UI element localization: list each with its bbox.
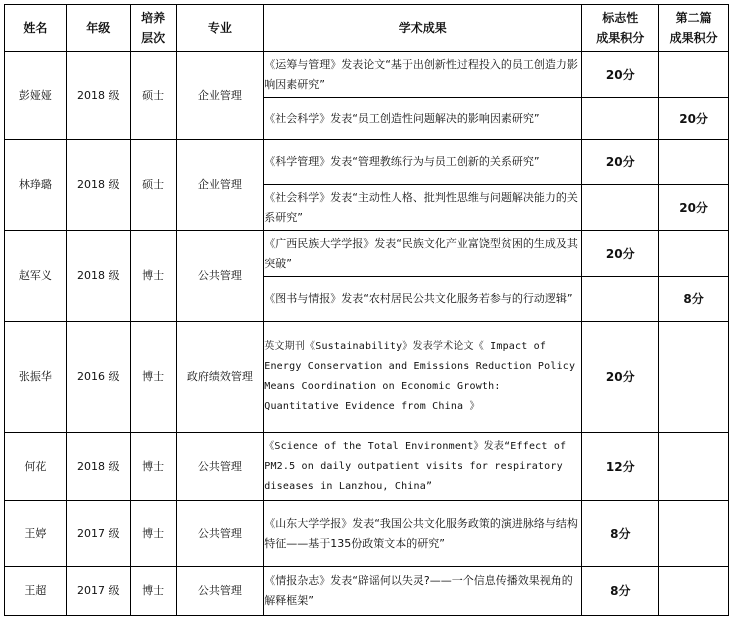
header-second-points: [659, 5, 729, 52]
student-name: 林琤璐: [5, 140, 67, 231]
student-level: 博士: [130, 433, 176, 501]
achievement-text: 《科学管理》发表“管理教练行为与员工创新的关系研究”: [264, 140, 582, 185]
signature-points: 8分: [582, 567, 659, 616]
student-name: 彭娅娅: [5, 52, 67, 140]
signature-points: [582, 185, 659, 231]
header-second-line2: 成果积分: [669, 31, 718, 45]
header-row: [5, 5, 729, 52]
student-major: 政府绩效管理: [176, 322, 264, 433]
header-signature-line1: 标志性: [602, 11, 639, 25]
second-points: 20分: [659, 98, 729, 140]
header-level-line1: 培养: [141, 11, 166, 25]
second-points: [659, 231, 729, 277]
table-row: [5, 52, 729, 98]
student-major: 公共管理: [176, 567, 264, 616]
achievement-text: 《山东大学学报》发表“我国公共文化服务政策的演进脉络与结构特征——基于135份政策文本的研究”: [264, 501, 582, 567]
achievement-text: 《广西民族大学学报》发表“民族文化产业富饶型贫困的生成及其突破”: [264, 231, 582, 277]
second-points: [659, 322, 729, 433]
header-major: 专业: [176, 5, 264, 52]
student-major: 公共管理: [176, 433, 264, 501]
student-name: 赵军义: [5, 231, 67, 322]
achievement-text: 《情报杂志》发表“辟谣何以失灵?——一个信息传播效果视角的解释框架”: [264, 567, 582, 616]
student-level: 博士: [130, 501, 176, 567]
signature-points: 20分: [582, 322, 659, 433]
student-level: 博士: [130, 567, 176, 616]
student-grade: 2018 级: [66, 231, 130, 322]
student-grade: 2017 级: [66, 501, 130, 567]
signature-points: 20分: [582, 140, 659, 185]
student-level: 硕士: [130, 140, 176, 231]
achievement-text: 《运筹与管理》发表论文“基于出创新性过程投入的员工创造力影响因素研究”: [264, 52, 582, 98]
header-second-line1: 第二篇: [675, 11, 712, 25]
student-level: 硕士: [130, 52, 176, 140]
student-grade: 2016 级: [66, 322, 130, 433]
second-points: [659, 140, 729, 185]
signature-points: 20分: [582, 231, 659, 277]
student-grade: 2017 级: [66, 567, 130, 616]
header-name: 姓名: [5, 5, 67, 52]
student-name: 王超: [5, 567, 67, 616]
student-grade: 2018 级: [66, 52, 130, 140]
achievement-text: 英文期刊《Sustainability》发表学术论文《 Impact of Energy Conservation and Emissions Reduction Policy Means Coordination on Economic Growth: Quantitative Evidence from China 》: [264, 322, 582, 433]
student-name: 何花: [5, 433, 67, 501]
header-level: [130, 5, 176, 52]
header-achievement: 学术成果: [264, 5, 582, 52]
second-points: [659, 433, 729, 501]
signature-points: [582, 98, 659, 140]
table-row: [5, 567, 729, 616]
second-points: [659, 567, 729, 616]
table-row: [5, 501, 729, 567]
student-name: 王婷: [5, 501, 67, 567]
achievement-text: 《社会科学》发表“主动性人格、批判性思维与问题解决能力的关系研究”: [264, 185, 582, 231]
header-level-line2: 层次: [141, 31, 166, 45]
second-points: [659, 501, 729, 567]
table-row: [5, 433, 729, 501]
achievement-text: 《图书与情报》发表“农村居民公共文化服务若参与的行动逻辑”: [264, 277, 582, 322]
student-major: 公共管理: [176, 501, 264, 567]
header-signature-line2: 成果积分: [596, 31, 645, 45]
signature-points: 20分: [582, 52, 659, 98]
signature-points: [582, 277, 659, 322]
second-points: 20分: [659, 185, 729, 231]
student-level: 博士: [130, 231, 176, 322]
achievement-text: 《社会科学》发表“员工创造性问题解决的影响因素研究”: [264, 98, 582, 140]
second-points: 8分: [659, 277, 729, 322]
achievement-table: [4, 4, 729, 616]
signature-points: 8分: [582, 501, 659, 567]
student-grade: 2018 级: [66, 433, 130, 501]
student-grade: 2018 级: [66, 140, 130, 231]
student-major: 企业管理: [176, 140, 264, 231]
signature-points: 12分: [582, 433, 659, 501]
student-major: 企业管理: [176, 52, 264, 140]
second-points: [659, 52, 729, 98]
table-row: [5, 322, 729, 433]
header-signature-points: [582, 5, 659, 52]
student-level: 博士: [130, 322, 176, 433]
student-major: 公共管理: [176, 231, 264, 322]
table-row: [5, 140, 729, 185]
table-row: [5, 231, 729, 277]
achievement-text: 《Science of the Total Environment》发表“Effect of PM2.5 on daily outpatient visits for respiratory diseases in Lanzhou, China”: [264, 433, 582, 501]
header-grade: 年级: [66, 5, 130, 52]
student-name: 张振华: [5, 322, 67, 433]
